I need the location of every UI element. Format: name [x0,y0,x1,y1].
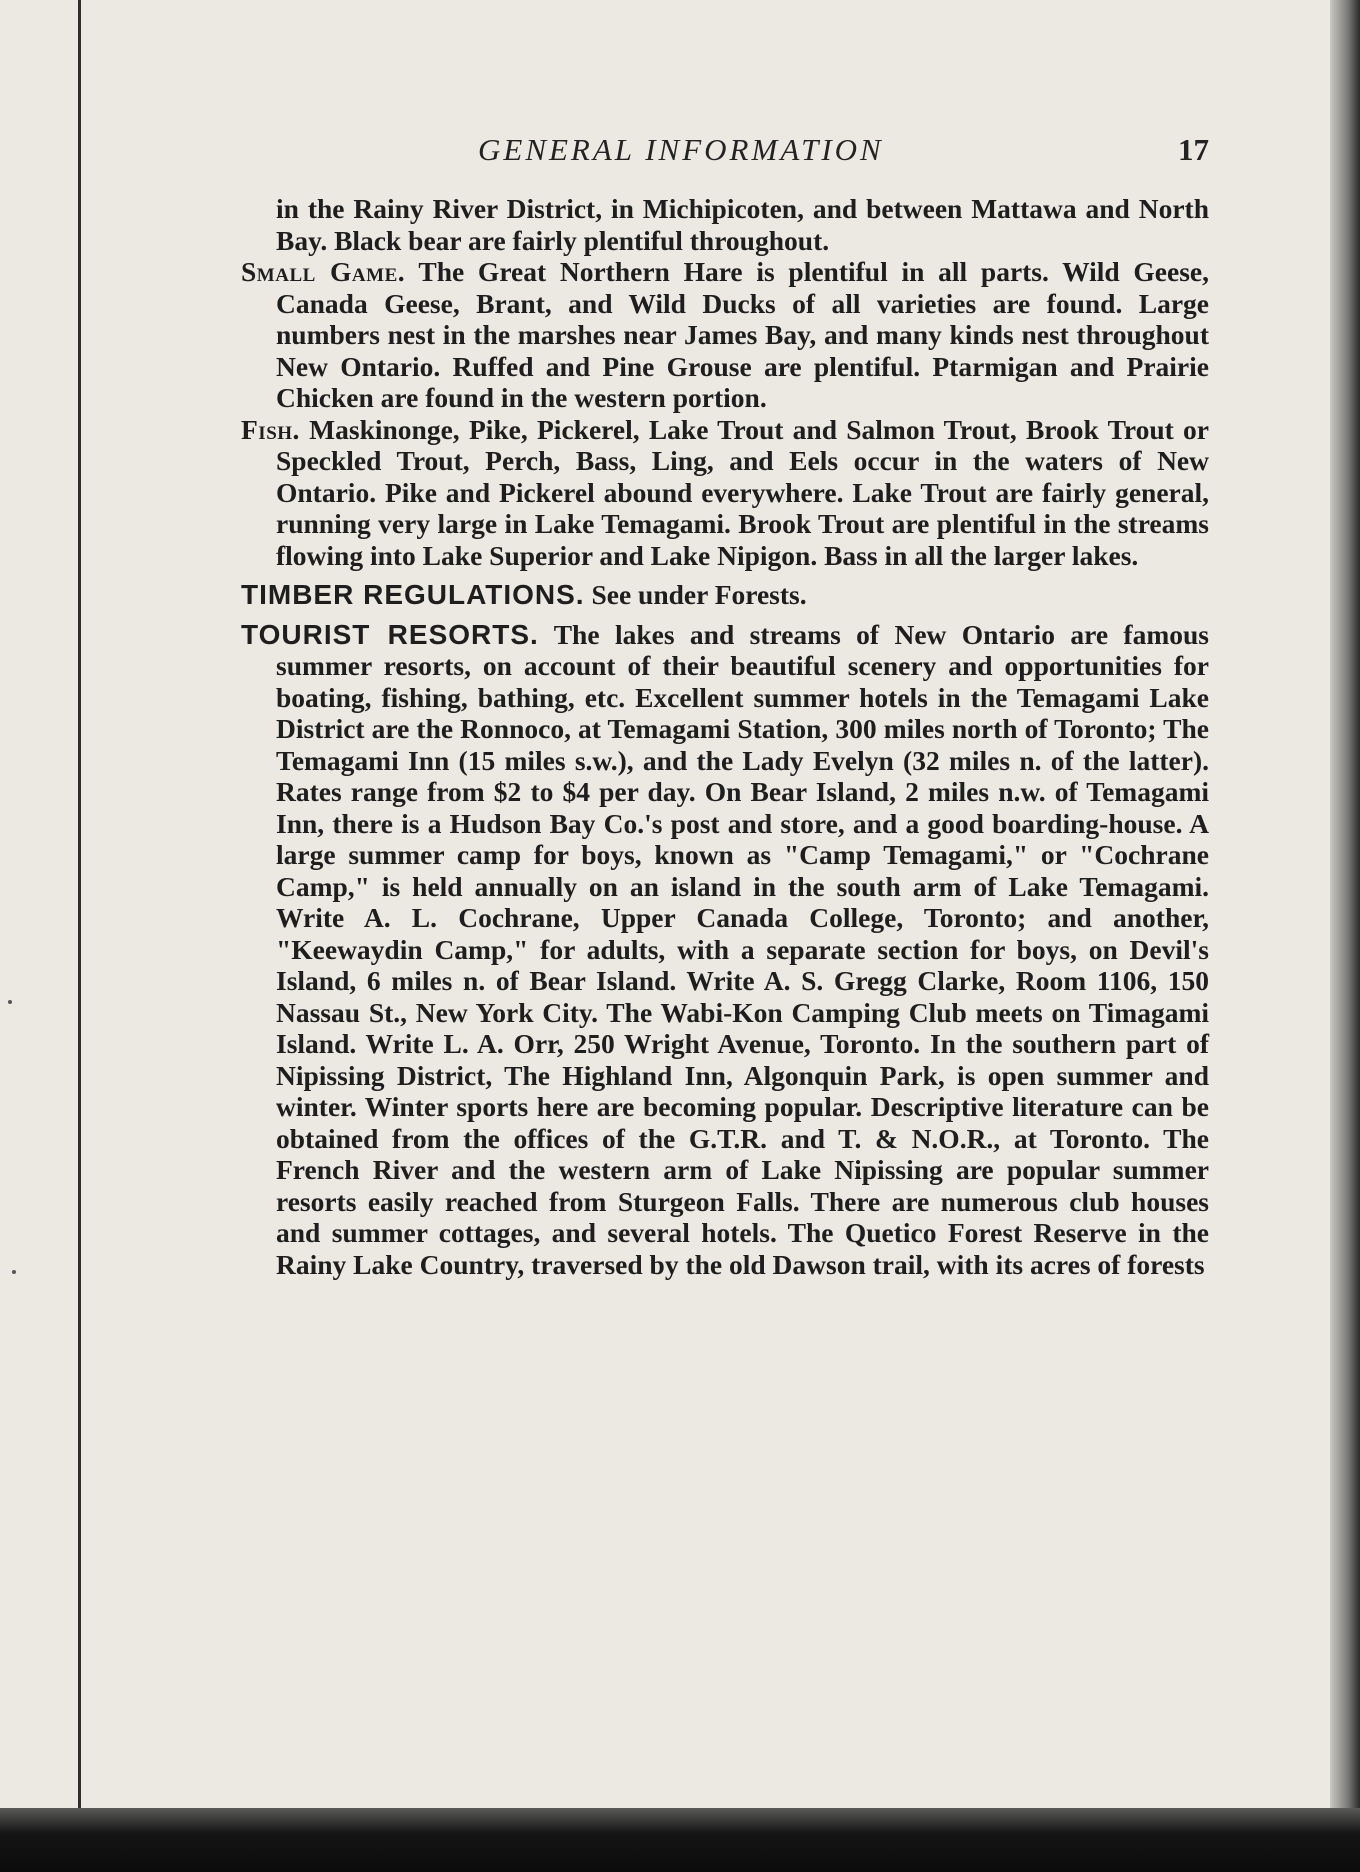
entry-timber-regulations [241,579,1209,611]
continuation-paragraph: in the Rainy River District, in Michipicoten, and between Mattawa and North Bay. Black bear are fairly plentiful throughout. [276,193,1209,256]
entry-text: See under Forests. [584,579,807,610]
section-heading: TIMBER REGULATIONS. [241,579,585,610]
margin-speck [12,1270,16,1274]
page-number: 17 [1178,132,1209,167]
page-body [241,193,1209,1280]
entry-text: Maskinonge, Pike, Pickerel, Lake Trout and Salmon Trout, Brook Trout or Speckled Trout, Perch, Bass, Ling, and Eels occur in the waters of New Ontario. Pike and Pickerel abound everywhere. Lake Trout are fairly general, running very large in Lake Temagami. Brook Trout are plentiful in the streams flowing into Lake Superior and Lake Nipigon. Bass in all the larger lakes. [276,413,1209,571]
entry-tourist-resorts [241,619,1209,1281]
entry-text: The Great Northern Hare is plentiful in all parts. Wild Geese, Canada Geese, Brant, and Wild Ducks of all varieties are found. Large numbers nest in the marshes near James Bay, and many kinds nest throughout New Ontario. Ruffed and Pine Grouse are plentiful. Ptarmigan and Prairie Chicken are found in the western portion. [276,256,1210,413]
section-heading: TOURIST RESORTS. [241,618,539,650]
entry-fish [241,414,1209,572]
scan-right-edge [1330,0,1360,1872]
entry-label: Small Game. [241,256,406,287]
page-header [0,132,1338,172]
margin-speck [8,1000,12,1004]
entry-small-game [241,256,1209,414]
running-head: GENERAL INFORMATION [478,132,884,167]
entry-label: Fish. [241,413,300,445]
entry-text: The lakes and streams of New Ontario are famous summer resorts, on account of their beautiful scenery and opportunities for boating, fishing, bathing, etc. Excellent summer hotels in the Temagami Lake District are the Ronnoco, at Temagami Station, 300 miles north of Toronto; The Temagami Inn (15 miles s.w.), and the Lady Evelyn (32 miles n. of the latter). Rates range from $2 to $4 per day. On Bear Island, 2 miles n.w. of Temagami Inn, there is a Hudson Bay Co.'s post and store, and a good boarding-house. A large summer camp for boys, known as "Camp Temagami," or "Cochrane Camp," is held annually on an island in the south arm of Lake Temagami. Write A. L. Cochrane, Upper Canada College, Toronto; and another, "Keewaydin Camp," for adults, with a separate section for boys, on Devil's Island, 6 miles n. of Bear Island. Write A. S. Gregg Clarke, Room 1106, 150 Nassau St., New York City. The Wabi-Kon Camping Club meets on Timagami Island. Write L. A. Orr, 250 Wright Avenue, Toronto. In the southern part of Nipissing District, The Highland Inn, Algonquin Park, is open summer and winter. Winter sports here are becoming popular. Descriptive literature can be obtained from the offices of the G.T.R. and T. & N.O.R., at Toronto. The French River and the western arm of Lake Nipissing are popular summer resorts easily reached from Sturgeon Falls. There are numerous club houses and summer cottages, and several hotels. The Quetico Forest Reserve in the Rainy Lake Country, traversed by the old Dawson trail, with its acres of forests [276,618,1209,1280]
page-left-border [78,0,81,1808]
scan-bottom-edge [0,1808,1360,1872]
